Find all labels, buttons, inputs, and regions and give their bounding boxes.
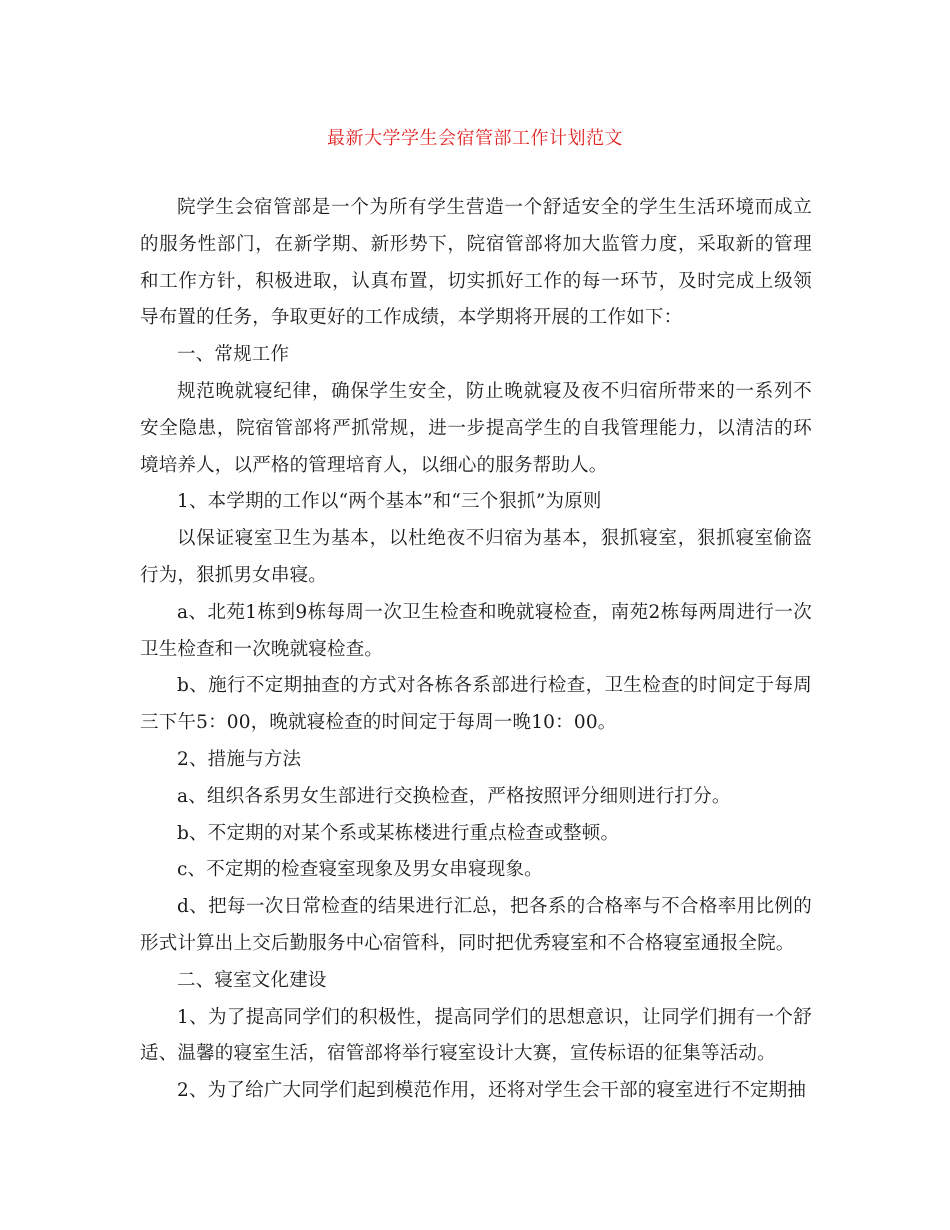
list-item-b-focused-check: b、不定期的对某个系或某栋楼进行重点检查或整顿。: [177, 822, 620, 844]
paragraph-principles: 以保证寝室卫生为基本，以杜绝夜不归宿为基本，狠抓寝室，狠抓寝室偷盗行为，狠抓男女串寝。: [140, 528, 812, 586]
document-title: 最新大学学生会宿管部工作计划范文: [327, 128, 623, 149]
document-body: [140, 190, 812, 1110]
list-item-a-inspection: a、北苑1栋到9栋每周一次卫生检查和晚就寝检查，南苑2栋每两周进行一次卫生检查和一次晚就寝检查。: [140, 601, 812, 660]
subheading-principles: 1、本学期的工作以“两个基本”和“三个狠抓”为原则: [177, 491, 602, 513]
list-item-d-summary: d、把每一次日常检查的结果进行汇总，把各系的合格率与不合格率用比例的形式计算出上交后勤服务中心宿管科，同时把优秀寝室和不合格寝室通报全院。: [140, 896, 812, 954]
list-item-a-exchange-check: a、组织各系男女生部进行交换检查，严格按照评分细则进行打分。: [177, 785, 731, 807]
paragraph-dorm-culture-1: 1、为了提高同学们的积极性，提高同学们的思想意识，让同学们拥有一个舒适、温馨的寝室生活，宿管部将举行寝室设计大赛，宣传标语的征集等活动。: [140, 1006, 812, 1065]
list-item-b-spot-check: b、施行不定期抽查的方式对各栋各系部进行检查，卫生检查的时间定于每周三下午5：00，晚就寝检查的时间定于每周一晚10：00。: [140, 675, 812, 734]
paragraph-dorm-culture-2: 2、为了给广大同学们起到模范作用，还将对学生会干部的寝室进行不定期抽: [177, 1080, 807, 1102]
heading-dorm-culture: 二、寝室文化建设: [177, 969, 327, 991]
list-item-c-irregular-check: c、不定期的检查寝室现象及男女串寝现象。: [177, 859, 543, 881]
heading-routine-work: 一、常规工作: [177, 344, 290, 366]
subheading-measures: 2、措施与方法: [177, 748, 302, 770]
paragraph-intro: 院学生会宿管部是一个为所有学生营造一个舒适安全的学生生活环境而成立的服务性部门，在新学期、新形势下，院宿管部将加大监管力度，采取新的管理和工作方针，积极进取，认真布置，切实抓好工作的每一环节，及时完成上级领导布置的任务，争取更好的工作成绩，本学期将开展的工作如下：: [140, 197, 812, 329]
paragraph-routine-work: 规范晚就寝纪律，确保学生安全，防止晚就寝及夜不归宿所带来的一系列不安全隐患，院宿管部将严抓常规，进一步提高学生的自我管理能力，以清洁的环境培养人，以严格的管理培育人，以细心的服务帮助人。: [140, 380, 812, 476]
